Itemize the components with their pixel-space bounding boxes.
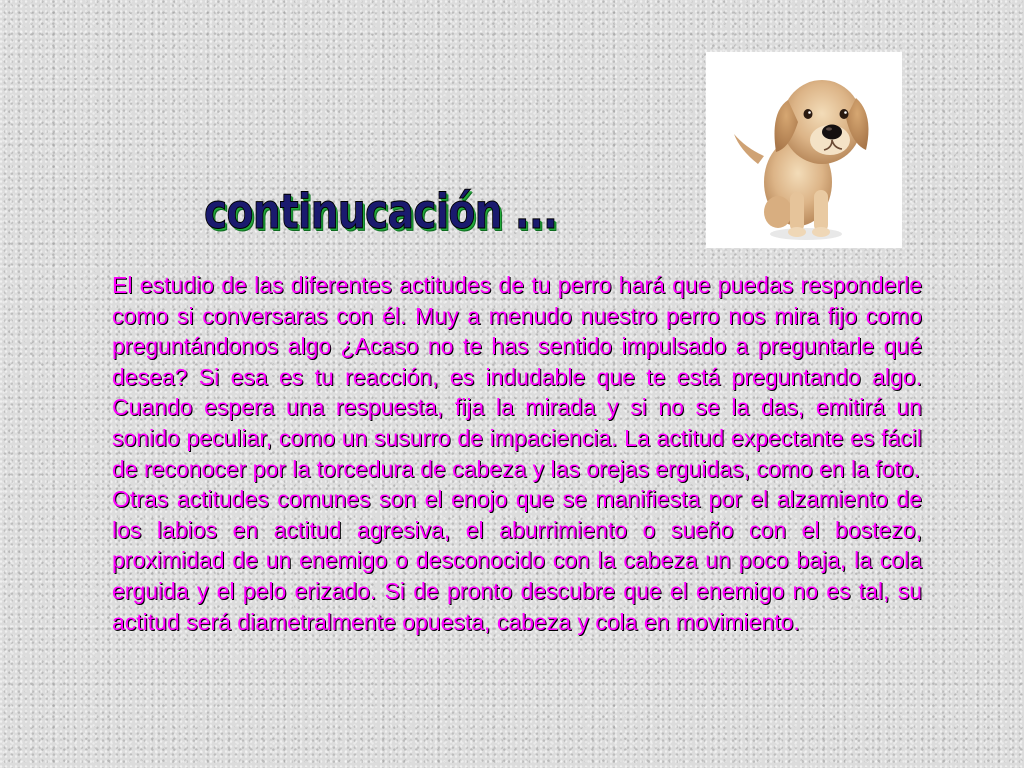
puppy-icon [706,52,902,248]
paragraph-expectant-attitude: El estudio de las diferentes actitudes de tu perro hará que puedas responderle como si conversaras con él. Muy a menudo nuestro perro nos mira fijo como preguntándonos algo ¿Acaso no te has sentido impulsado a preguntarle qué desea? Si esa es tu reacción, es indudable que te está preguntando algo. Cuando espera una respuesta, fija la mirada y si no se la das, emitirá un sonido peculiar, como un susurro de impaciencia. La actitud expectante es fácil de reconocer por la torcedura de cabeza y las orejas erguidas, como en la foto. [112,272,922,482]
body-text [112,270,922,637]
paragraph-other-attitudes: Otras actitudes comunes son el enojo que se manifiesta por el alzamiento de los labios en actitud agresiva, el aburrimiento o sueño con el bostezo, proximidad de un enemigo o desconocido con la cabeza un poco baja, la cola erguida y el pelo erizado. Si de pronto descubre que el enemigo no es tal, su actitud será diametralmente opuesta, cabeza y cola en movimiento. [112,486,922,635]
slide-title: continucación ... [204,184,558,240]
puppy-photo [706,52,902,248]
